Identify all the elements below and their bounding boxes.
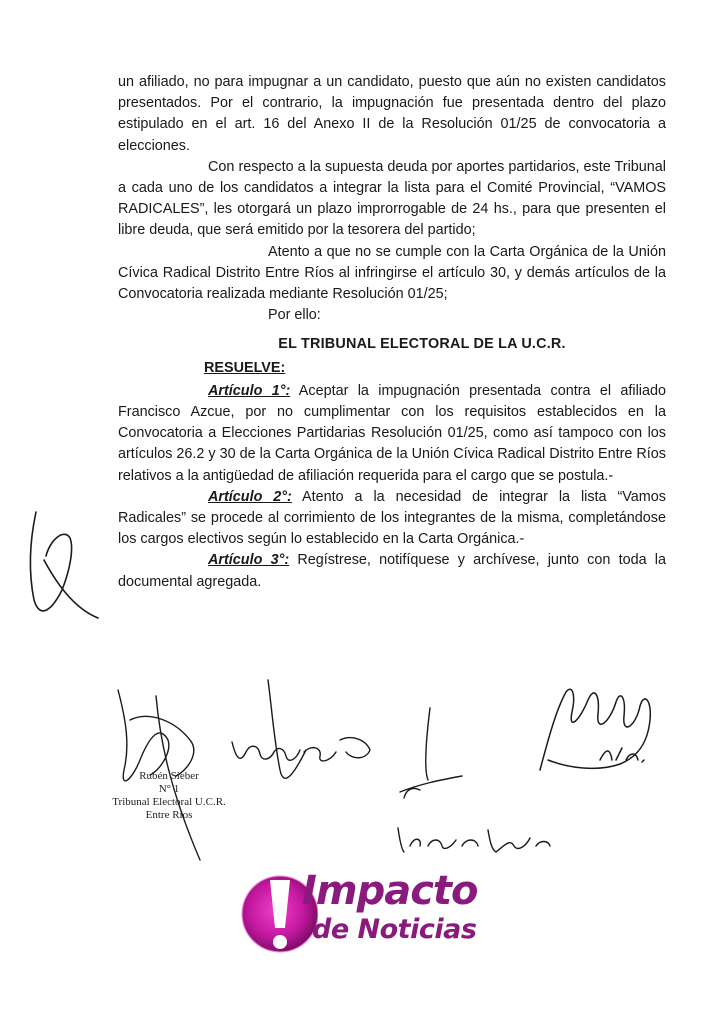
tribunal-stamp bbox=[94, 770, 244, 822]
paragraph-intro: un afiliado, no para impugnar a un candidato, puesto que aún no existen candidatos presentados. Por el contrario, la impugnación fue presentada dentro del plazo estipulado en el art. 16 del Anexo II de la Resolución 01/25 de convocatoria a elecciones. bbox=[118, 74, 666, 154]
stamp-line4: Entre Ríos bbox=[145, 809, 193, 821]
paragraph-atento: Atento a que no se cumple con la Carta Orgánica de la Unión Cívica Radical Distrito Entre Ríos al infringirse el artículo 30, y demás artículos de la Convocatoria realizada mediante Resolución 01/25; bbox=[118, 243, 666, 303]
article-2-title: Artículo 2°: bbox=[208, 488, 292, 505]
article-2-text: Atento a la necesidad de integrar la lista “Vamos Radicales” se procede al corrimiento de los integrantes de la misma, completándose los cargos electivos según lo establecido en la Carta Orgánica.- bbox=[118, 488, 666, 548]
impacto-logo bbox=[240, 866, 484, 962]
signature-right bbox=[540, 689, 650, 770]
signature-leinecker bbox=[398, 708, 550, 852]
margin-initial-signature bbox=[30, 512, 98, 618]
logo-subtitle: de Noticias bbox=[312, 914, 477, 945]
article-1-text: Aceptar la impugnación presentada contra el afiliado Francisco Azcue, por no cumplimentar con los requisitos establecidos en la Convocatoria a Elecciones Partidarias Resolución 01/25, como así tampoco con los artículos 26.2 y 30 de la Carta Orgánica de la Unión Cívica Radical Distrito Entre Ríos relativos a la antigüedad de afiliación requerida para el cargo que se postula.- bbox=[118, 382, 666, 484]
resuelve-heading: RESUELVE: bbox=[204, 359, 286, 376]
logo-title: Impacto bbox=[302, 868, 478, 914]
article-1-title: Artículo 1°: bbox=[208, 382, 291, 399]
paragraph-por-ello: Por ello: bbox=[268, 307, 321, 324]
article-3-title: Artículo 3°: bbox=[208, 552, 290, 569]
stamp-line2: N° 1 bbox=[158, 783, 180, 795]
stamp-line3: Tribunal Electoral U.C.R. bbox=[112, 796, 226, 808]
article-3-text: Regístrese, notifíquese y archívese, junto con toda la documental agregada. bbox=[118, 552, 666, 590]
tribunal-heading: EL TRIBUNAL ELECTORAL DE LA U.C.R. bbox=[278, 336, 566, 353]
signature-center bbox=[232, 680, 370, 778]
stamp-name: Rubén Sieber bbox=[139, 770, 199, 782]
paragraph-deuda: Con respecto a la supuesta deuda por aportes partidarios, este Tribunal a cada uno de los candidatos a integrar la lista para el Comité Provincial, “VAMOS RADICALES”, les otorgará un plazo improrrogable de 24 hs., para que presenten el libre deuda, que será emitido por la tesorera del partido; bbox=[118, 158, 666, 239]
